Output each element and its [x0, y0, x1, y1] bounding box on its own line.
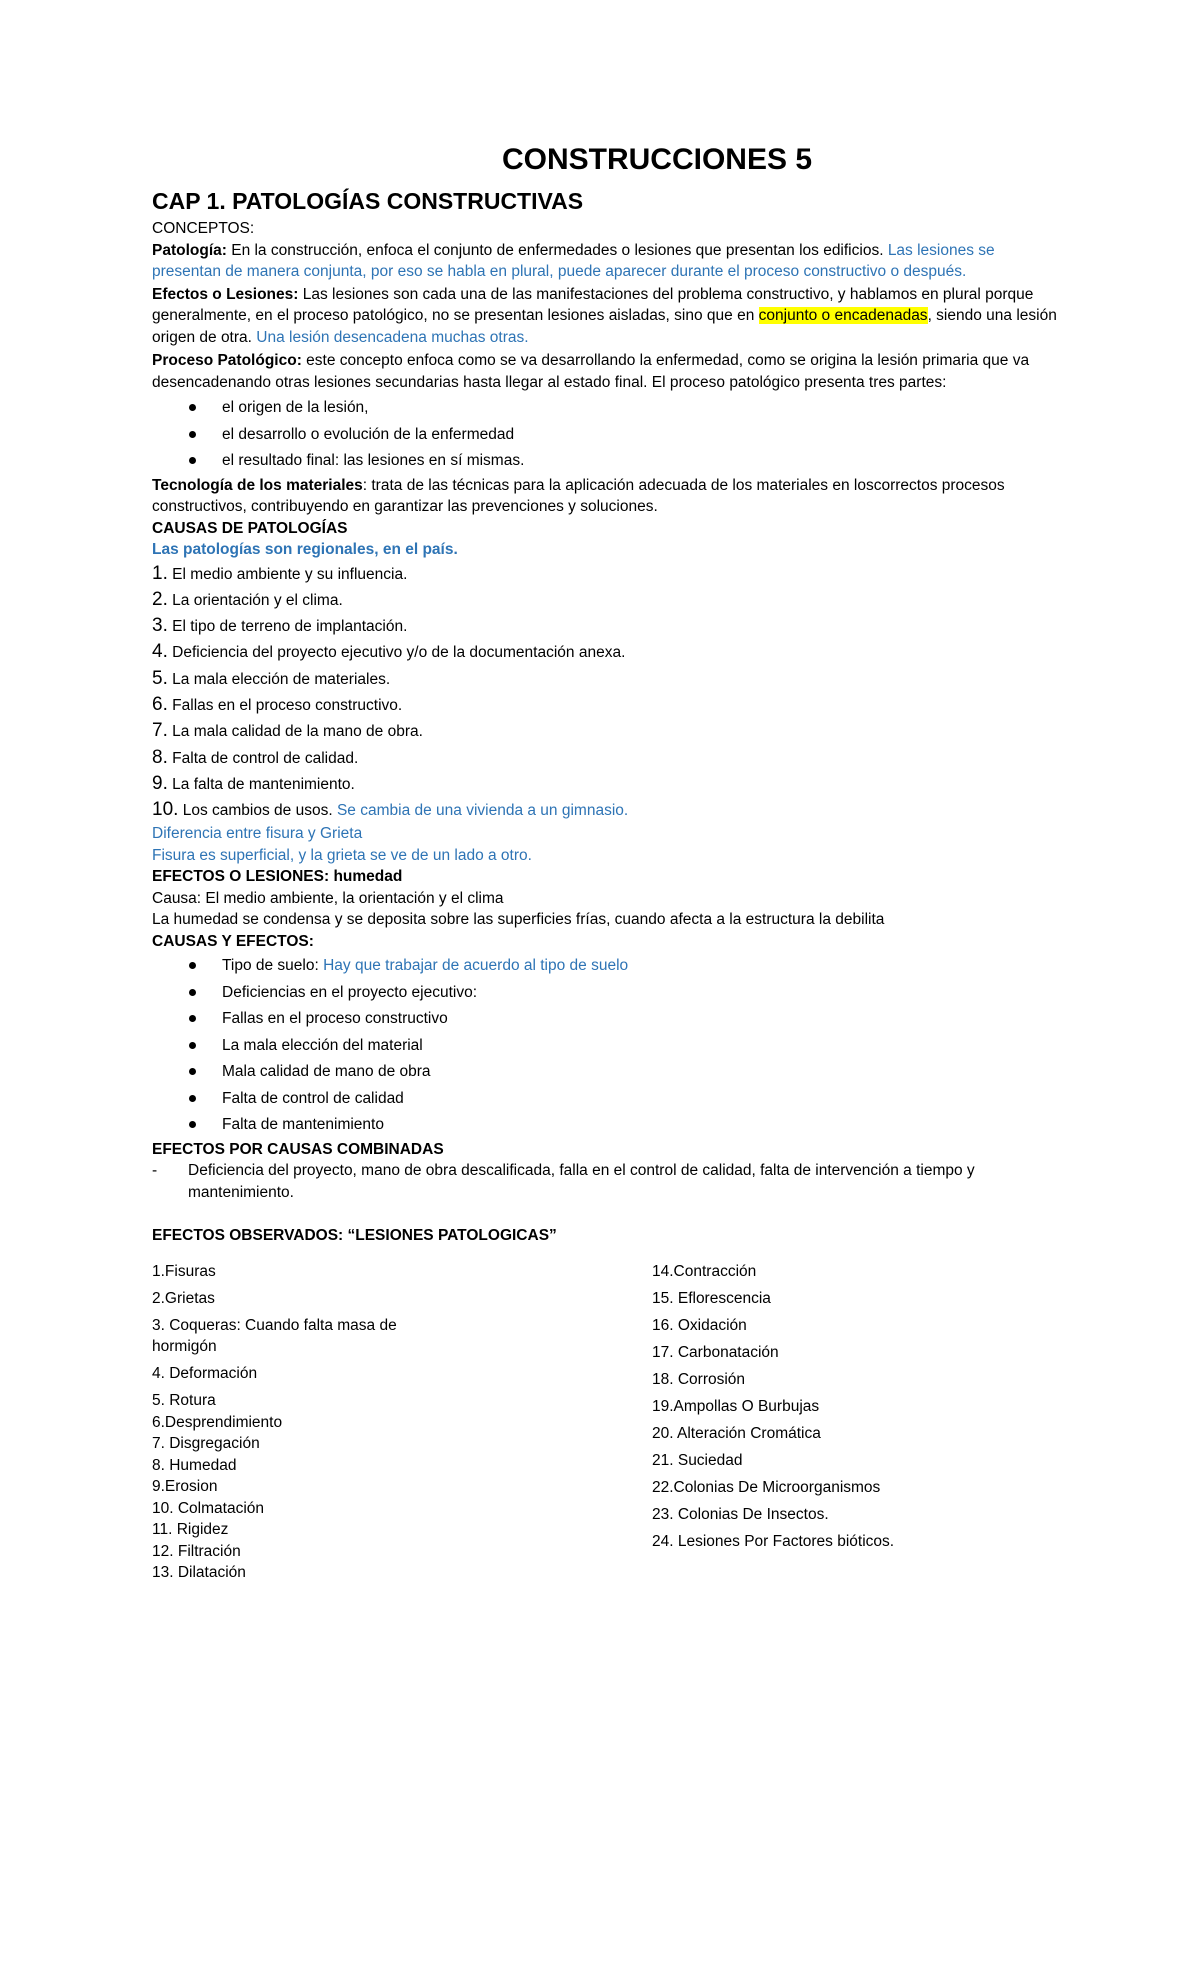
- list-item: 1.Fisuras: [152, 1262, 216, 1280]
- causas-list: [152, 561, 1062, 824]
- list-item: 21. Suciedad: [652, 1451, 743, 1469]
- list-item: 5. La mala elección de materiales.: [152, 667, 391, 689]
- list-item: Falta de mantenimiento: [152, 1112, 1062, 1139]
- list-item: 2.Grietas: [152, 1289, 215, 1307]
- list-item: 17. Carbonatación: [652, 1343, 779, 1361]
- causas-heading: CAUSAS DE PATOLOGÍAS: [152, 519, 348, 537]
- list-item: Tipo de suelo: Hay que trabajar de acuerdo al tipo de suelo: [152, 953, 1062, 980]
- proceso-term: Proceso Patológico:: [152, 352, 302, 369]
- observados-heading: EFECTOS OBSERVADOS: “LESIONES PATOLOGICAS”: [152, 1227, 557, 1245]
- efectos-highlight: conjunto o encadenadas: [758, 307, 928, 324]
- list-item: 5. Rotura: [152, 1392, 216, 1410]
- list-item: 22.Colonias De Microorganismos: [652, 1478, 881, 1496]
- list-item: 6. Fallas en el proceso constructivo.: [152, 693, 403, 715]
- lesiones-columns: [152, 1261, 1062, 1584]
- list-item: 23. Colonias De Insectos.: [652, 1505, 829, 1523]
- combinadas-heading: EFECTOS POR CAUSAS COMBINADAS: [152, 1140, 444, 1158]
- list-item: 18. Corrosión: [652, 1370, 746, 1388]
- tecnologia-term: Tecnología de los materiales: [152, 476, 363, 494]
- list-item: 4. Deficiencia del proyecto ejecutivo y/o de la documentación anexa.: [152, 641, 626, 663]
- lesiones-right-column: [652, 1261, 1062, 1584]
- list-item: 6.Desprendimiento: [152, 1413, 283, 1431]
- list-item: 4. Deformación: [152, 1365, 258, 1383]
- efectos-text: Las lesiones son cada una de las manifestaciones del problema constructivo, y hablamos en plural porque generalmente, en el proceso patológico, no se presentan lesiones aisladas, sino que en: [152, 285, 1034, 324]
- list-item: el origen de la lesión,: [152, 395, 1062, 422]
- lesiones-left-column: [152, 1261, 652, 1584]
- diferencia-line-2: Fisura es superficial, y la grieta se ve de un lado a otro.: [152, 846, 532, 864]
- list-item: 8. Falta de control de calidad.: [152, 746, 359, 768]
- proceso-text: este concepto enfoca como se va desarrollando la enfermedad, como se origina la lesión primaria que va desencadenando otras lesiones secundarias hasta llegar al estado final. El proceso patológico presenta tres partes:: [152, 352, 1030, 391]
- list-item: 9. La falta de mantenimiento.: [152, 772, 355, 794]
- list-item: 10. Colmatación: [152, 1499, 265, 1517]
- suelo-note: Hay que trabajar de acuerdo al tipo de suelo: [323, 957, 629, 975]
- list-item: Falta de control de calidad: [152, 1086, 1062, 1113]
- list-item: 19.Ampollas O Burbujas: [652, 1397, 820, 1415]
- tecnologia-text: : trata de las técnicas para la aplicación adecuada de los materiales en loscorrectos procesos constructivos, contribuyendo en garantizar las prevenciones y soluciones.: [152, 476, 1005, 515]
- list-item: 20. Alteración Cromática: [652, 1424, 821, 1442]
- list-item: 8. Humedad: [152, 1456, 237, 1474]
- patologia-note: Las lesiones se presentan de manera conjunta, por eso se habla en plural, puede aparecer durante el proceso constructivo o después.: [152, 241, 995, 280]
- patologia-term: Patología:: [152, 241, 227, 259]
- list-item: 7. Disgregación: [152, 1435, 260, 1453]
- causa-line: Causa: El medio ambiente, la orientación y el clima: [152, 889, 504, 907]
- document-title: CONSTRUCCIONES 5: [501, 143, 813, 176]
- list-item: 12. Filtración: [152, 1542, 241, 1560]
- list-item: el resultado final: las lesiones en sí mismas.: [152, 448, 1062, 475]
- list-item: 14.Contracción: [652, 1262, 757, 1280]
- list-item: 15. Eflorescencia: [652, 1289, 771, 1307]
- list-item: 7. La mala calidad de la mano de obra.: [152, 720, 423, 742]
- list-item: 10. Los cambios de usos. Se cambia de una vivienda a un gimnasio.: [152, 799, 629, 821]
- list-item: La mala elección del material: [152, 1033, 1062, 1060]
- efectos-note: Una lesión desencadena muchas otras.: [256, 328, 529, 346]
- list-item: 1. El medio ambiente y su influencia.: [152, 562, 408, 584]
- patologia-text: En la construcción, enfoca el conjunto de enfermedades o lesiones que presentan los edificios.: [226, 241, 888, 259]
- causas-efectos-list: [152, 953, 1062, 1139]
- spacer: [152, 1203, 1062, 1223]
- patologia-paragraph: [152, 240, 1062, 283]
- tecnologia-paragraph: [152, 475, 1062, 518]
- list-item: 24. Lesiones Por Factores bióticos.: [652, 1532, 895, 1550]
- causa10-note: Se cambia de una vivienda a un gimnasio.: [336, 802, 629, 820]
- combinadas-item: - Deficiencia del proyecto, mano de obra descalificada, falla en el control de calidad, falta de intervención a tiempo y mantenimiento.: [152, 1162, 975, 1201]
- conceptos-label: CONCEPTOS:: [152, 220, 255, 237]
- diferencia-line-1: Diferencia entre fisura y Grieta: [152, 825, 363, 843]
- causas-efectos-heading: CAUSAS Y EFECTOS:: [152, 932, 314, 950]
- list-item: 2. La orientación y el clima.: [152, 588, 343, 610]
- list-item: 16. Oxidación: [652, 1316, 747, 1334]
- list-item: 9.Erosion: [152, 1478, 218, 1496]
- list-item: 3. Coqueras: Cuando falta masa de hormigón: [152, 1316, 397, 1356]
- list-item: 13. Dilatación: [152, 1564, 246, 1582]
- proceso-paragraph: [152, 350, 1062, 393]
- efectos-paragraph: [152, 284, 1062, 349]
- proceso-parts-list: [152, 395, 1062, 475]
- list-item: 11. Rigidez: [152, 1521, 229, 1539]
- efectos-text2: , siendo una lesión origen de otra.: [152, 307, 1057, 346]
- efectos-humedad-heading: EFECTOS O LESIONES: humedad: [152, 868, 403, 886]
- causas-note: Las patologías son regionales, en el país.: [152, 541, 458, 558]
- humedad-line: La humedad se condensa y se deposita sobre las superficies frías, cuando afecta a la estructura la debilita: [152, 911, 885, 929]
- efectos-term: Efectos o Lesiones:: [152, 285, 299, 303]
- list-item: el desarrollo o evolución de la enfermedad: [152, 422, 1062, 449]
- chapter-heading: CAP 1. PATOLOGÍAS CONSTRUCTIVAS: [152, 188, 584, 214]
- list-item: Mala calidad de mano de obra: [152, 1059, 1062, 1086]
- document-body: [152, 140, 1062, 1584]
- list-item: Deficiencias en el proyecto ejecutivo:: [152, 980, 1062, 1007]
- list-item: 3. El tipo de terreno de implantación.: [152, 615, 408, 637]
- list-item: Fallas en el proceso constructivo: [152, 1006, 1062, 1033]
